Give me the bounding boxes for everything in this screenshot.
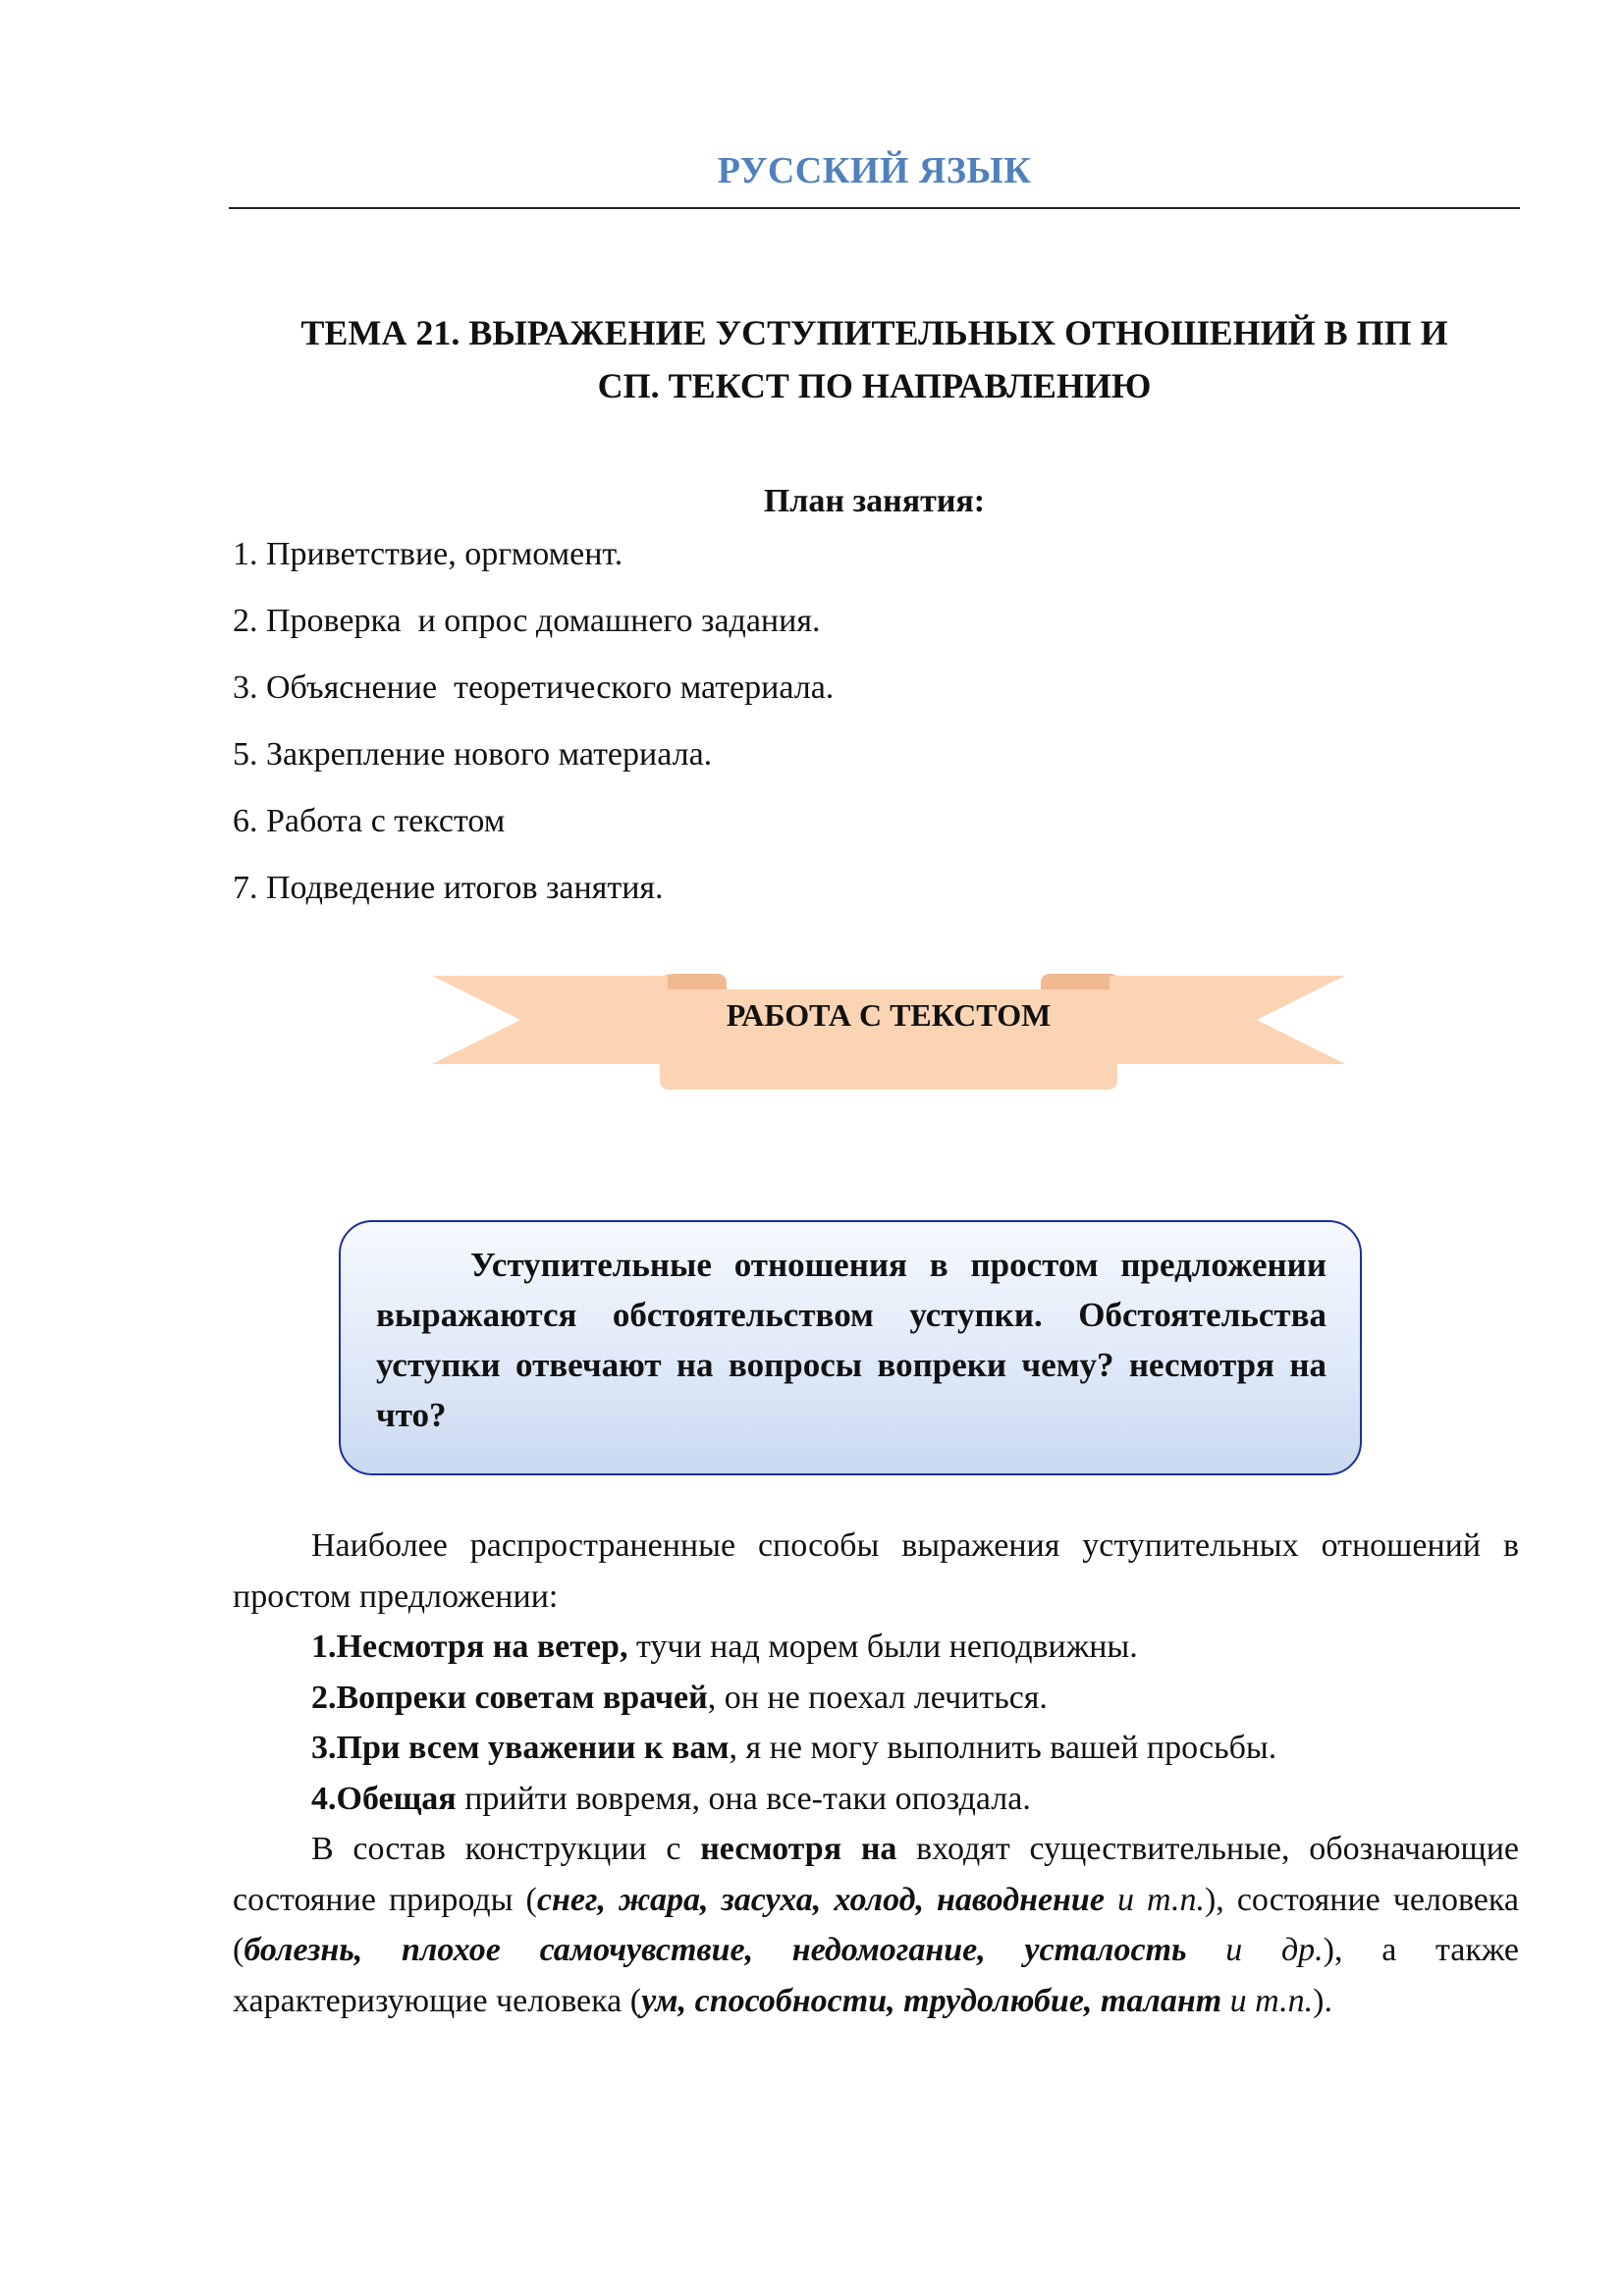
- subject-header: РУССКИЙ ЯЗЫК: [717, 150, 1032, 191]
- human-state-examples: болезнь, плохое самочувствие, недомогание, усталость: [244, 1932, 1187, 1968]
- example-rest: тучи над морем были неподвижны.: [627, 1629, 1138, 1665]
- example-item: [233, 1723, 1519, 1774]
- example-key-phrase: 1.Несмотря на ветер,: [311, 1629, 628, 1665]
- keyword-nesmotrya: несмотря на: [700, 1831, 897, 1867]
- ribbon-label: РАБОТА С ТЕКСТОМ: [726, 997, 1052, 1033]
- example-key-phrase: 2.Вопреки советам врачей: [311, 1679, 708, 1716]
- example-key-phrase: 3.При всем уважении к вам: [311, 1730, 730, 1766]
- section-ribbon-banner: [432, 970, 1345, 1094]
- text-run: ).: [1313, 1982, 1332, 2019]
- plan-item: 6. Работа с текстом: [233, 803, 506, 839]
- text-run: входят существительные, обозначающие состояние природы (: [233, 1831, 1519, 1918]
- topic-title-line-2: СП. ТЕКСТ ПО НАПРАВЛЕНИЮ: [597, 366, 1152, 405]
- etc-note: и т.п.: [1221, 1982, 1314, 2019]
- example-item: [233, 1774, 1519, 1825]
- topic-title-line-1: ТЕМА 21. ВЫРАЖЕНИЕ УСТУПИТЕЛЬНЫХ ОТНОШЕНИЙ В ПП И: [300, 313, 1448, 352]
- construction-paragraph: [233, 1824, 1519, 2026]
- lesson-body: [233, 1521, 1519, 2026]
- text-run: ), состояние человека (: [233, 1881, 1519, 1968]
- header-divider: [229, 207, 1520, 209]
- trait-examples: ум, способности, трудолюбие, талант: [641, 1982, 1222, 2019]
- text-run: В состав конструкции с: [311, 1831, 701, 1867]
- etc-note: и др.: [1186, 1932, 1324, 1968]
- intro-paragraph: Наиболее распространенные способы выражения уступительных отношений в простом предложении:: [233, 1527, 1519, 1615]
- example-rest: , он не поехал лечиться.: [707, 1679, 1048, 1716]
- text-run: ), а также характеризующие человека (: [233, 1932, 1519, 2019]
- rule-text: Уступительные отношения в простом предложении выражаются обстоятельством уступки. Обстоятельства уступки отвечают на вопросы вопреки чему? несмотря на что?: [376, 1246, 1326, 1434]
- plan-item: 1. Приветствие, оргмомент.: [233, 536, 623, 572]
- example-rest: прийти вовремя, она все-таки опоздала.: [456, 1780, 1031, 1817]
- example-rest: , я не могу выполнить вашей просьбы.: [729, 1730, 1277, 1766]
- plan-heading: План занятия:: [763, 483, 986, 519]
- topic-title: [229, 306, 1520, 412]
- plan-item: 3. Объяснение теоретического материала.: [233, 669, 835, 706]
- plan-item: 7. Подведение итогов занятия.: [233, 870, 664, 906]
- plan-item: 5. Закрепление нового материала.: [233, 736, 713, 773]
- etc-note: и т.п.: [1104, 1881, 1205, 1918]
- example-key-phrase: 4.Обещая: [311, 1780, 457, 1817]
- plan-item: 2. Проверка и опрос домашнего задания.: [233, 603, 821, 639]
- rule-callout-box: [339, 1220, 1362, 1475]
- plan-list: [233, 530, 834, 931]
- example-item: [233, 1622, 1519, 1673]
- example-item: [233, 1673, 1519, 1724]
- nature-examples: снег, жара, засуха, холод, наводнение: [536, 1881, 1105, 1918]
